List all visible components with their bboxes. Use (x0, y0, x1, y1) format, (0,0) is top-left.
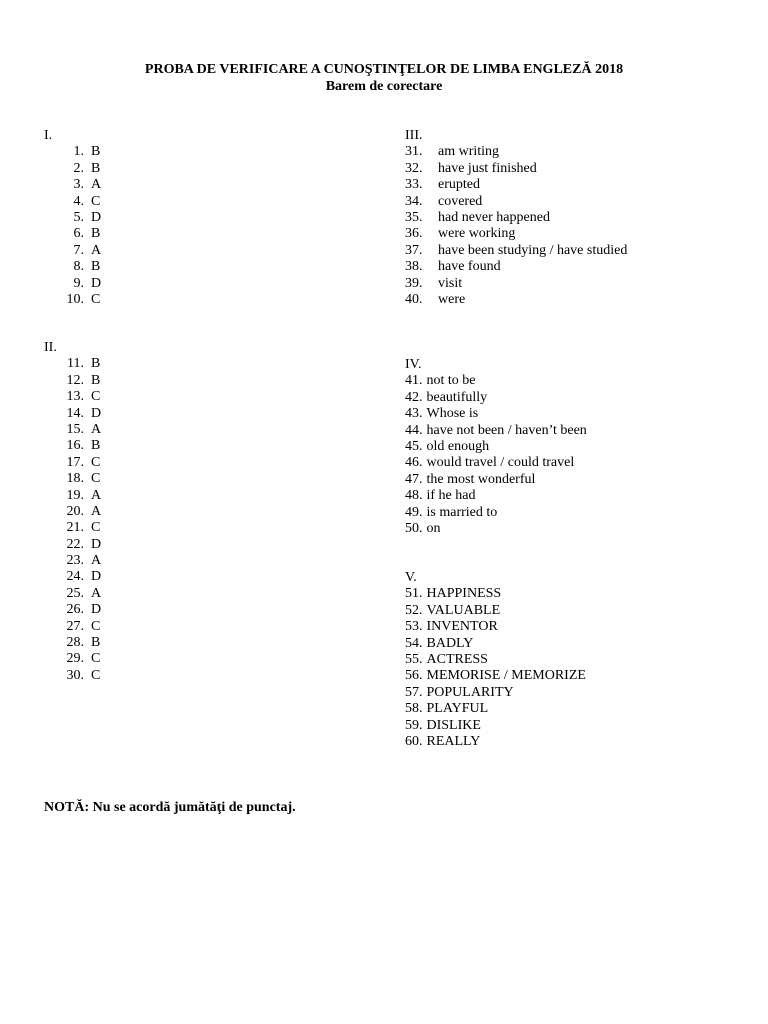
section-3-label: III. (405, 128, 423, 143)
answer-number: 34. (405, 193, 423, 209)
answer-row (44, 569, 101, 585)
answer-number: 48. (405, 488, 423, 504)
answer-row (405, 505, 587, 521)
answer-number: 28. (66, 635, 84, 651)
answer-number: 49. (405, 504, 423, 520)
answer-number: 23. (66, 553, 84, 569)
answer-number: 38. (405, 259, 423, 275)
answer-row (405, 259, 627, 275)
answer-number: 53. (405, 619, 423, 635)
answer-number: 54. (405, 635, 423, 651)
answer-value: A (91, 421, 102, 437)
answer-value: A (91, 487, 102, 503)
answer-number: 58. (405, 701, 423, 717)
answer-row (405, 276, 627, 292)
answer-value: D (91, 536, 102, 552)
answer-number: 40. (405, 291, 423, 307)
answer-number: 21. (66, 520, 84, 536)
answer-value: would travel / could travel (426, 455, 575, 471)
answer-value: am writing (438, 144, 500, 160)
answer-number: 6. (73, 226, 84, 242)
answer-value: C (91, 454, 101, 470)
answer-row (44, 161, 101, 177)
answer-number: 2. (73, 160, 84, 176)
answer-row (405, 226, 627, 242)
answer-number: 32. (405, 160, 423, 176)
answer-row (405, 423, 587, 439)
answer-number: 10. (66, 291, 84, 307)
answer-number: 50. (405, 520, 423, 536)
answer-row (44, 177, 101, 193)
answer-number: 19. (66, 487, 84, 503)
answer-number: 46. (405, 455, 423, 471)
answer-value: B (91, 226, 101, 242)
answer-value: covered (438, 193, 483, 209)
answer-row (44, 373, 101, 389)
answer-value: have not been / haven’t been (426, 422, 587, 438)
answer-number: 7. (73, 242, 84, 258)
answer-value: POPULARITY (426, 684, 514, 700)
answer-row (405, 472, 587, 488)
answer-row (44, 651, 101, 667)
answer-number: 42. (405, 389, 423, 405)
answer-row (44, 276, 101, 292)
answer-value: D (91, 405, 102, 421)
answer-value: have found (438, 259, 501, 275)
answer-number: 47. (405, 471, 423, 487)
answer-row (405, 373, 587, 389)
answer-value: DISLIKE (426, 717, 481, 733)
answer-value: have been studying / have studied (438, 242, 628, 258)
answer-value: D (91, 569, 102, 585)
answer-value: C (91, 651, 101, 667)
section-5-list (405, 586, 586, 750)
answer-value: A (91, 177, 102, 193)
answer-row (405, 455, 587, 471)
answer-row (405, 636, 586, 652)
answer-value: beautifully (426, 389, 488, 405)
answer-value: INVENTOR (426, 619, 498, 635)
answer-number: 11. (67, 356, 84, 372)
answer-number: 30. (66, 667, 84, 683)
answer-value: old enough (426, 438, 490, 454)
answer-row (44, 635, 101, 651)
answer-row (44, 520, 101, 536)
answer-value: not to be (426, 373, 476, 389)
section-1 (44, 128, 101, 308)
answer-number: 20. (66, 503, 84, 519)
answer-number: 1. (73, 144, 84, 160)
answer-row (44, 537, 101, 553)
answer-number: 29. (66, 651, 84, 667)
answer-number: 26. (66, 602, 84, 618)
answer-row (44, 553, 101, 569)
answer-value: C (91, 193, 101, 209)
answer-value: HAPPINESS (426, 586, 502, 602)
answer-row (44, 619, 101, 635)
section-4-list (405, 373, 587, 537)
answer-row (405, 603, 586, 619)
answer-value: C (91, 471, 101, 487)
section-4 (405, 357, 587, 537)
answer-value: C (91, 667, 101, 683)
answer-row (44, 144, 101, 160)
section-2-label: II. (44, 340, 57, 355)
answer-row (405, 210, 627, 226)
answer-number: 57. (405, 684, 423, 700)
answer-row (44, 406, 101, 422)
answer-number: 14. (66, 405, 84, 421)
answer-row (44, 438, 101, 454)
answer-row (405, 194, 627, 210)
answer-value: B (91, 635, 101, 651)
answer-value: D (91, 275, 102, 291)
answer-number: 9. (73, 275, 84, 291)
section-1-label: I. (44, 128, 53, 143)
answer-value: C (91, 389, 101, 405)
answer-row (405, 243, 627, 259)
answer-value: BADLY (426, 635, 474, 651)
answer-row (44, 292, 101, 308)
answer-row (44, 194, 101, 210)
answer-number: 33. (405, 177, 423, 193)
answer-value: were (438, 291, 466, 307)
answer-number: 5. (73, 209, 84, 225)
answer-row (44, 488, 101, 504)
answer-number: 27. (66, 618, 84, 634)
answer-number: 55. (405, 651, 423, 667)
answer-row (405, 144, 627, 160)
answer-value: visit (438, 275, 463, 291)
answer-value: if he had (426, 488, 476, 504)
section-2 (44, 340, 101, 684)
answer-number: 44. (405, 422, 423, 438)
answer-row (44, 471, 101, 487)
answer-value: D (91, 602, 102, 618)
answer-row (44, 243, 101, 259)
answer-number: 43. (405, 406, 423, 422)
answer-value: REALLY (426, 733, 481, 749)
answer-value: B (91, 438, 101, 454)
section-2-list (44, 356, 101, 684)
section-1-list (44, 144, 101, 308)
answer-value: the most wonderful (426, 471, 536, 487)
section-5-label: V. (405, 570, 417, 585)
answer-number: 59. (405, 717, 423, 733)
answer-row (405, 668, 586, 684)
answer-row (405, 161, 627, 177)
answer-number: 41. (405, 373, 423, 389)
answer-row (405, 734, 586, 750)
answer-number: 3. (73, 177, 84, 193)
answer-number: 31. (405, 144, 423, 160)
answer-row (405, 685, 586, 701)
answer-value: on (426, 520, 441, 536)
answer-number: 13. (66, 389, 84, 405)
section-4-label: IV. (405, 357, 422, 372)
answer-value: have just finished (438, 160, 537, 176)
answer-number: 52. (405, 602, 423, 618)
answer-row (44, 504, 101, 520)
answer-value: VALUABLE (426, 602, 501, 618)
answer-row (44, 389, 101, 405)
answer-number: 51. (405, 586, 423, 602)
answer-row (405, 488, 587, 504)
answer-row (44, 422, 101, 438)
answer-number: 8. (73, 259, 84, 275)
answer-row (405, 439, 587, 455)
answer-row (44, 356, 101, 372)
answer-row (405, 521, 587, 537)
answer-row (44, 602, 101, 618)
answer-number: 15. (66, 421, 84, 437)
answer-value: B (91, 372, 101, 388)
answer-row (405, 718, 586, 734)
answer-row (405, 586, 586, 602)
answer-number: 39. (405, 275, 423, 291)
answer-row (44, 586, 101, 602)
answer-number: 18. (66, 471, 84, 487)
answer-number: 45. (405, 438, 423, 454)
answer-value: A (91, 503, 102, 519)
answer-row (405, 177, 627, 193)
answer-number: 24. (66, 569, 84, 585)
answer-value: B (91, 160, 101, 176)
answer-row (405, 701, 586, 717)
answer-value: C (91, 520, 101, 536)
answer-value: A (91, 553, 102, 569)
answer-number: 12. (66, 372, 84, 388)
answer-number: 60. (405, 733, 423, 749)
answer-row (44, 259, 101, 275)
answer-number: 35. (405, 209, 423, 225)
answer-row (405, 390, 587, 406)
answer-row (405, 619, 586, 635)
answer-row (405, 652, 586, 668)
section-3-list (405, 144, 627, 308)
section-3 (405, 128, 627, 308)
document-subtitle: Barem de corectare (325, 79, 443, 94)
answer-row (44, 210, 101, 226)
answer-value: D (91, 209, 102, 225)
answer-row (405, 292, 627, 308)
answer-value: MEMORISE / MEMORIZE (426, 668, 586, 684)
answer-value: is married to (426, 504, 498, 520)
answer-number: 36. (405, 226, 423, 242)
answer-value: A (91, 585, 102, 601)
document-title: PROBA DE VERIFICARE A CUNOŞTINŢELOR DE LIMBA ENGLEZĂ 2018 (144, 62, 624, 77)
answer-value: B (91, 356, 101, 372)
answer-row (44, 668, 101, 684)
answer-value: had never happened (438, 209, 550, 225)
answer-value: Whose is (426, 406, 479, 422)
answer-row (405, 406, 587, 422)
answer-value: erupted (438, 177, 480, 193)
section-5 (405, 570, 586, 750)
scoring-note: NOTĂ: Nu se acordă jumătăţi de punctaj. (44, 800, 296, 815)
answer-value: ACTRESS (426, 651, 488, 667)
answer-value: B (91, 144, 101, 160)
answer-number: 4. (73, 193, 84, 209)
answer-value: C (91, 291, 101, 307)
answer-row (44, 226, 101, 242)
answer-value: A (91, 242, 102, 258)
answer-number: 37. (405, 242, 423, 258)
answer-value: B (91, 259, 101, 275)
answer-number: 22. (66, 536, 84, 552)
answer-value: C (91, 618, 101, 634)
answer-value: were working (438, 226, 516, 242)
answer-number: 56. (405, 668, 423, 684)
answer-number: 25. (66, 585, 84, 601)
answer-value: PLAYFUL (426, 701, 489, 717)
answer-number: 16. (66, 438, 84, 454)
answer-row (44, 455, 101, 471)
answer-number: 17. (66, 454, 84, 470)
